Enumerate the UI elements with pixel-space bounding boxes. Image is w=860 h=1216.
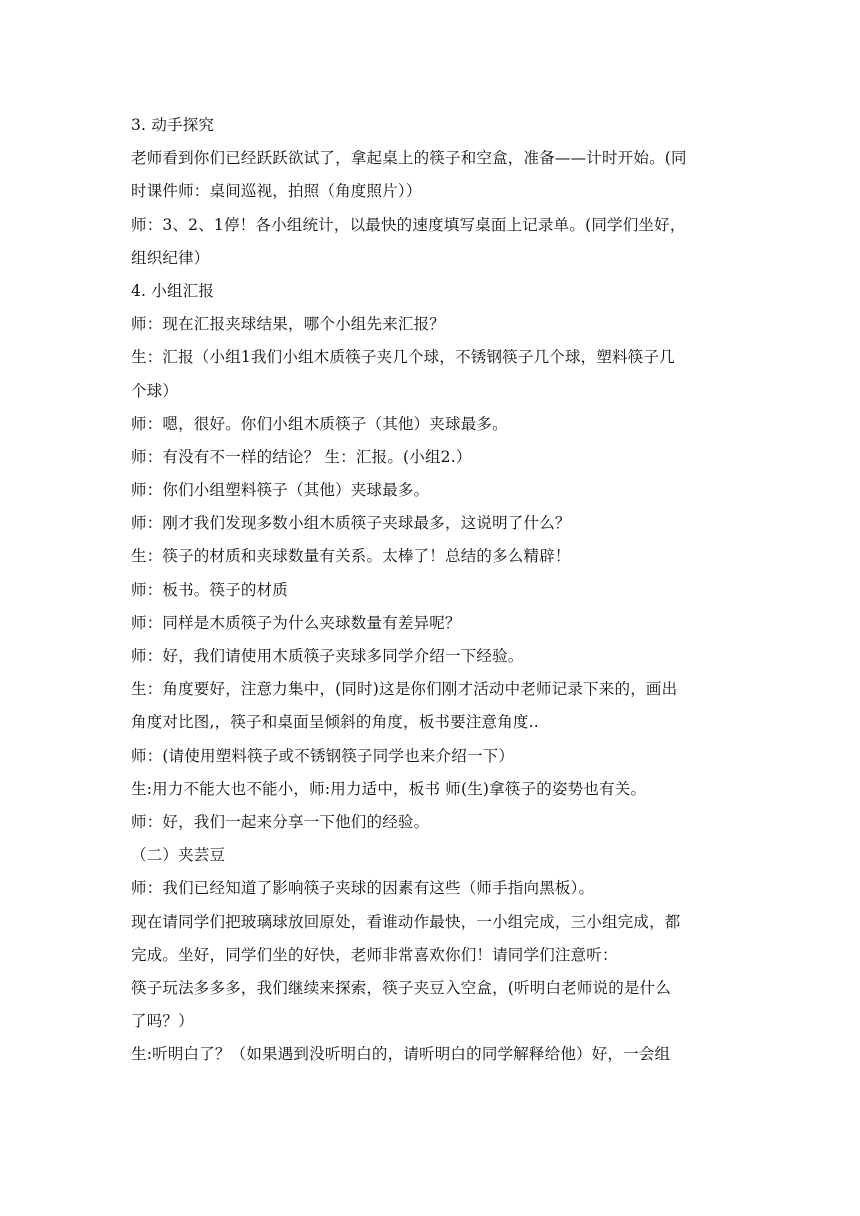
paragraph-line: 师：刚才我们发现多数小组木质筷子夹球最多，这说明了什么？	[131, 514, 571, 533]
paragraph-line: 老师看到你们已经跃跃欲试了，拿起桌上的筷子和空盒，准备——计时开始。(同	[131, 149, 687, 168]
section-heading-kidney-beans: （二）夹芸豆	[131, 846, 226, 865]
paragraph-line: 师：你们小组塑料筷子（其他）夹球最多。	[131, 481, 430, 500]
paragraph-line: 生:听明白了？（如果遇到没听明白的，请听明白的同学解释给他）好，一会组	[131, 1045, 671, 1064]
paragraph-line: 师：同样是木质筷子为什么夹球数量有差异呢？	[131, 613, 461, 632]
paragraph-line: 生：汇报（小组1我们小组木质筷子夹几个球，不锈钢筷子几个球，塑料筷子几	[131, 348, 675, 367]
paragraph-line: 生：筷子的材质和夹球数量有关系。太棒了！总结的多么精辟！	[131, 547, 571, 566]
paragraph-line: 师：我们已经知道了影响筷子夹球的因素有这些（师手指向黑板）。	[131, 879, 595, 898]
paragraph-line: 组织纪律）	[131, 248, 210, 267]
paragraph-line: 生:用力不能大也不能小，师:用力适中，板书 师(生)拿筷子的姿势也有关。	[131, 779, 647, 798]
paragraph-line: 完成。坐好，同学们坐的好快，老师非常喜欢你们！请同学们注意听：	[131, 945, 618, 964]
section-heading-group-report: 4. 小组汇报	[131, 281, 215, 300]
paragraph-line: 时课件师：桌间巡视，拍照（角度照片））	[131, 182, 422, 201]
paragraph-line: 生：角度要好，注意力集中，(同时)这是你们刚才活动中老师记录下来的，画出	[131, 680, 678, 699]
section-heading-hands-on: 3. 动手探究	[131, 116, 215, 134]
paragraph-line: 角度对比图,，筷子和桌面呈倾斜的角度，板书要注意角度..	[131, 713, 539, 732]
paragraph-line: 了吗？）	[131, 1012, 194, 1031]
paragraph-line: 师：3、2、1停！各小组统计，以最快的速度填写桌面上记录单。(同学们坐好，	[131, 215, 686, 234]
paragraph-line: 个球）	[131, 381, 179, 400]
paragraph-line: 筷子玩法多多多，我们继续来探索，筷子夹豆入空盒，(听明白老师说的是什么	[131, 978, 672, 997]
paragraph-line: 师：板书。筷子的材质	[131, 580, 289, 599]
paragraph-line: 师：(请使用塑料筷子或不锈钢筷子同学也来介绍一下）	[131, 746, 515, 765]
paragraph-line: 师：好，我们请使用木质筷子夹球多同学介绍一下经验。	[131, 647, 524, 665]
paragraph-line: 师：好，我们一起来分享一下他们的经验。	[131, 812, 430, 831]
paragraph-line: 师：现在汇报夹球结果，哪个小组先来汇报？	[131, 315, 446, 334]
document-body	[131, 109, 731, 1071]
paragraph-line: 师：嗯，很好。你们小组木质筷子（其他）夹球最多。	[131, 414, 508, 433]
paragraph-line: 现在请同学们把玻璃球放回原处，看谁动作最快，一小组完成，三小组完成，都	[131, 912, 681, 931]
paragraph-line: 师：有没有不一样的结论？ 生：汇报。(小组2.）	[131, 447, 472, 466]
